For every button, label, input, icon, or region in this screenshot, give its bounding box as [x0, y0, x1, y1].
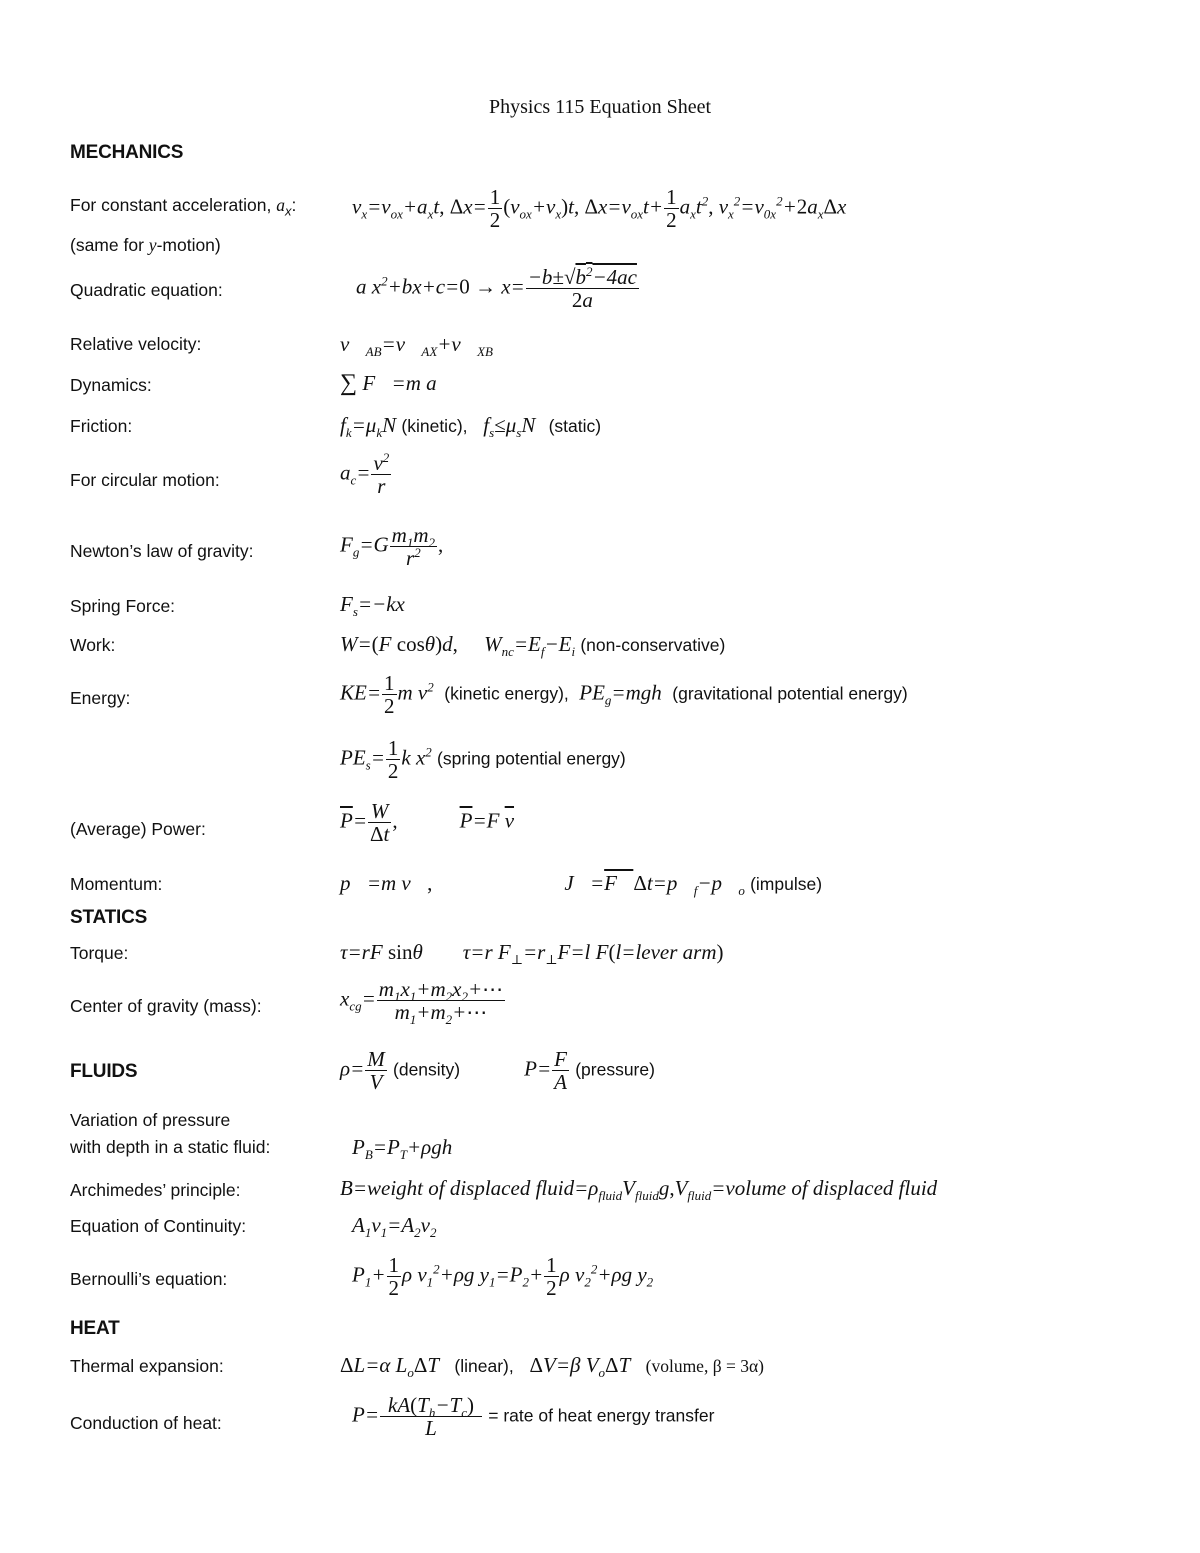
- label-pressure-variation-line1: Variation of pressure: [70, 1110, 231, 1130]
- label-continuity: Equation of Continuity:: [70, 1216, 247, 1236]
- equation-work: W=(F cosθ)d, $W_{nc}=E_f-E_i$ (non-conservative): [340, 632, 726, 660]
- equation-kinematics: $v_x=v_{ox}+a_xt$, Δx= $\frac{1}{2}$ $(v_{ox}+v_x)t$, $\Delta x=v_{ox}t+$ $\frac{1}{2}$ $a_xt^2$, $v_x^2=v_{0x}^2+2a_x\Delta x$: [352, 185, 847, 232]
- equation-power: $\overline{P}=$ $\frac{W}{\Delta t}$ , $\overline{P}=F$ $\overline{v}$: [340, 799, 515, 846]
- equation-center-of-gravity: $x_{cg}=$ $\frac{m_1x_1+m_2x_2+\cdots}{m_1+m_2+\cdots}$: [340, 977, 504, 1028]
- label-conduction: Conduction of heat:: [70, 1413, 222, 1433]
- equation-circular: $a_c=$ $\frac{v^2}{r}$: [340, 450, 390, 498]
- equation-kinetic-energy: KE= $\frac{1}{2}$ m $v^2$ (kinetic energy), $PE_g=mgh$ (gravitational potential energy): [340, 671, 908, 718]
- label-gravity: Newton’s law of gravity:: [70, 541, 254, 561]
- equation-friction: $f_k=\mu_kN$ (kinetic), $f_s\le\mu_sN$ (static): [340, 413, 602, 441]
- page-title: Physics 115 Equation Sheet: [488, 96, 712, 118]
- label-same-for-y: (same for y-motion): [70, 235, 221, 255]
- label-circular-motion: For circular motion:: [70, 470, 220, 490]
- label-thermal-expansion: Thermal expansion:: [70, 1356, 224, 1376]
- label-pressure-variation-line2: with depth in a static fluid:: [70, 1137, 271, 1157]
- label-energy: Energy:: [70, 688, 131, 708]
- label-power: (Average) Power:: [70, 819, 206, 839]
- equation-torque: τ=rF sinθ τ=r $F_\perp=r_\perp F=l$ F(l=lever arm): [340, 940, 724, 968]
- equation-gravity: $F_g=G$ $\frac{m_1m_2}{r^2}$ ,: [340, 523, 444, 570]
- equation-density-pressure: ρ= $\frac{M}{V}$ (density) P= $\frac{F}{A}$ (pressure): [340, 1047, 655, 1094]
- equation-relative-velocity: $v⃗_{AB}=v⃗_{AX}+v⃗_{XB}$: [340, 332, 493, 360]
- equation-spring-pe: $PE_s=$ $\frac{1}{2}$ k $x^2$ (spring potential energy): [340, 736, 626, 783]
- section-heading-heat: HEAT: [70, 1318, 120, 1339]
- label-dynamics: Dynamics:: [70, 375, 152, 395]
- section-heading-statics: STATICS: [70, 907, 148, 928]
- section-heading-mechanics: MECHANICS: [70, 142, 184, 163]
- equation-archimedes: B=weight of displaced $fluid=\rho_{fluid}V_{fluid}g,V_{fluid}=volume$ of displaced fluid: [340, 1176, 938, 1204]
- label-momentum: Momentum:: [70, 874, 163, 894]
- section-heading-fluids: FLUIDS: [70, 1061, 138, 1082]
- equation-spring-force: $F_s=-kx$: [340, 592, 405, 620]
- equation-conduction: P= $\frac{kA(T_h-T_c)}{L}$ = rate of heat energy transfer: [352, 1393, 715, 1440]
- label-relative-velocity: Relative velocity:: [70, 334, 202, 354]
- label-work: Work:: [70, 635, 116, 655]
- equation-bernoulli: $P_1+$ $\frac{1}{2}$ ρ $v_1^2+\rho g$ $y_1=P_2+$ $\frac{1}{2}$ ρ $v_2^2+\rho g$ $y_2$: [352, 1253, 654, 1300]
- equation-dynamics: ∑ F⃗=m a⃗: [340, 370, 453, 396]
- equation-pressure-depth: $P_B=P_T+\rho gh$: [352, 1135, 453, 1163]
- equation-continuity: $A_1v_1=A_2v_2$: [352, 1213, 437, 1241]
- equation-quadratic: a $x^2+bx+c=0 \to x=$ $\frac{-b\pm√b^2-4ac}{2a}$: [356, 264, 637, 312]
- label-torque: Torque:: [70, 943, 129, 963]
- label-friction: Friction:: [70, 416, 133, 436]
- equation-momentum: p⃗=m v⃗, $J⃗=F⃗\Delta t=p⃗_f-p⃗_o$ (impulse): [340, 871, 823, 899]
- label-constant-acceleration: For constant acceleration, $a_x$:: [70, 195, 297, 219]
- label-quadratic: Quadratic equation:: [70, 280, 223, 300]
- label-bernoulli: Bernoulli’s equation:: [70, 1269, 228, 1289]
- label-center-of-gravity: Center of gravity (mass):: [70, 996, 262, 1016]
- label-spring-force: Spring Force:: [70, 596, 176, 616]
- label-archimedes: Archimedes’ principle:: [70, 1180, 241, 1200]
- equation-thermal-expansion: ΔL=α $L_o\Delta T$ (linear), ΔV=β $V_o\Delta T$ (volume, β = 3α): [340, 1353, 764, 1381]
